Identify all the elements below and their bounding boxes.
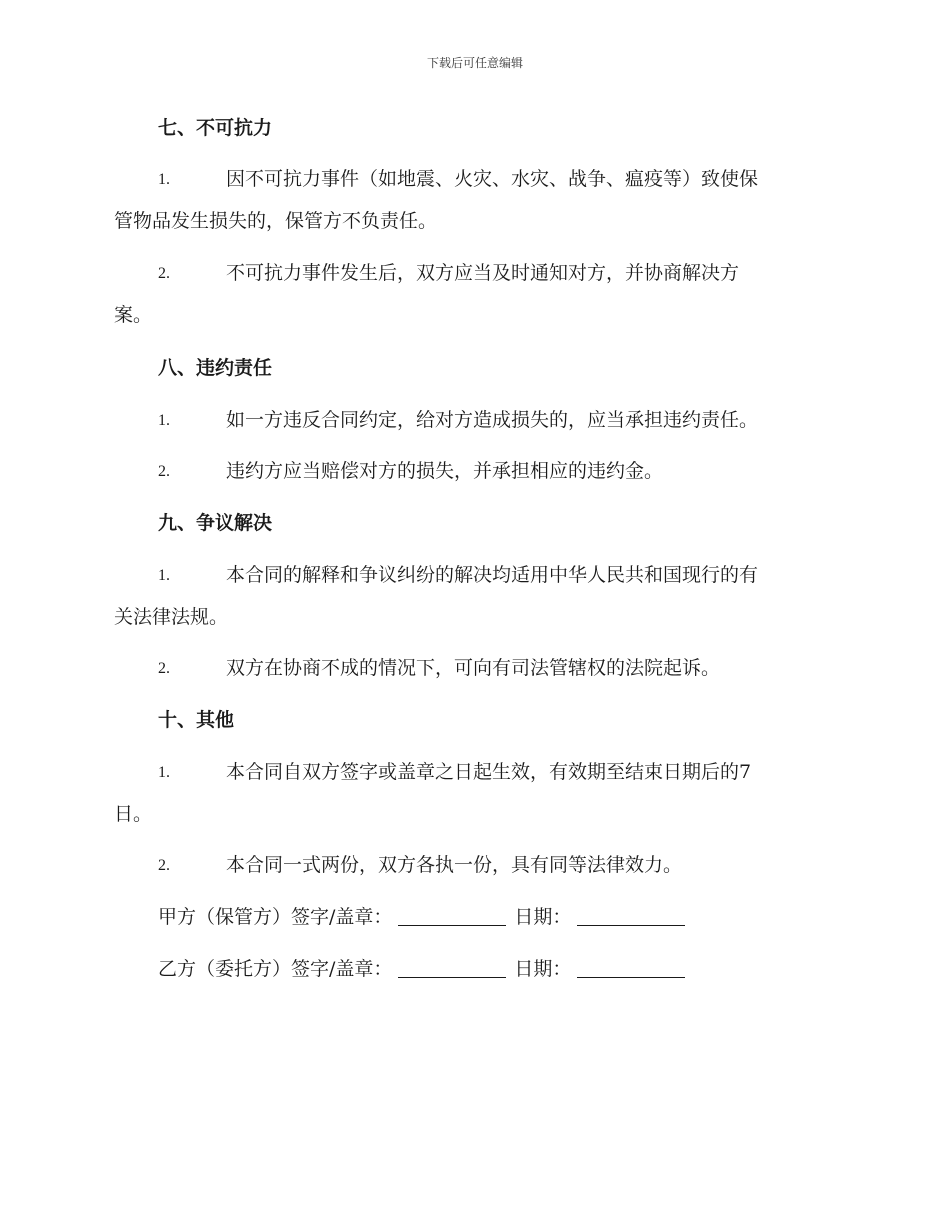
paragraph-line: 违约方应当赔偿对方的损失，并承担相应的违约金。 xyxy=(226,460,664,482)
paragraph-line: 本合同的解释和争议纠纷的解决均适用中华人民共和国现行的有 xyxy=(226,564,759,586)
item-number: 1. xyxy=(158,567,170,584)
item-number: 1. xyxy=(158,764,170,781)
party-b-date-label: 日期： xyxy=(514,958,572,980)
party-b-signature-blank[interactable] xyxy=(398,957,506,978)
paragraph-line: 管物品发生损失的，保管方不负责任。 xyxy=(114,210,438,232)
signature-line-party-b xyxy=(158,956,693,982)
party-b-date-blank[interactable] xyxy=(577,957,685,978)
paragraph-line: 本合同一式两份，双方各执一份，具有同等法律效力。 xyxy=(226,854,683,876)
signature-line-party-a xyxy=(158,904,693,930)
paragraph-line: 日。 xyxy=(114,803,153,825)
paragraph-line: 不可抗力事件发生后，双方应当及时通知对方，并协商解决方 xyxy=(226,262,740,284)
party-b-label: 乙方（委托方）签字/盖章： xyxy=(158,958,393,980)
party-a-label: 甲方（保管方）签字/盖章： xyxy=(158,906,393,928)
party-a-signature-blank[interactable] xyxy=(398,905,506,926)
party-a-date-label: 日期： xyxy=(514,906,572,928)
page-header: 下载后可任意编辑 xyxy=(426,56,523,70)
item-number: 1. xyxy=(158,171,170,188)
paragraph-line: 案。 xyxy=(114,304,153,326)
section-heading-8: 八、违约责任 xyxy=(158,357,273,379)
item-number: 2. xyxy=(158,463,170,480)
party-a-date-blank[interactable] xyxy=(577,905,685,926)
paragraph-line: 如一方违反合同约定，给对方造成损失的，应当承担违约责任。 xyxy=(226,409,759,431)
section-heading-7: 七、不可抗力 xyxy=(158,117,273,139)
item-number: 1. xyxy=(158,412,170,429)
item-number: 2. xyxy=(158,660,170,677)
paragraph-line: 关法律法规。 xyxy=(114,606,229,628)
paragraph-line: 本合同自双方签字或盖章之日起生效，有效期至结束日期后的7 xyxy=(226,761,752,783)
paragraph-line: 因不可抗力事件（如地震、火灾、水灾、战争、瘟疫等）致使保 xyxy=(226,168,759,190)
item-number: 2. xyxy=(158,265,170,282)
section-heading-10: 十、其他 xyxy=(158,709,235,731)
item-number: 2. xyxy=(158,857,170,874)
section-heading-9: 九、争议解决 xyxy=(158,512,273,534)
paragraph-line: 双方在协商不成的情况下，可向有司法管辖权的法院起诉。 xyxy=(226,657,721,679)
